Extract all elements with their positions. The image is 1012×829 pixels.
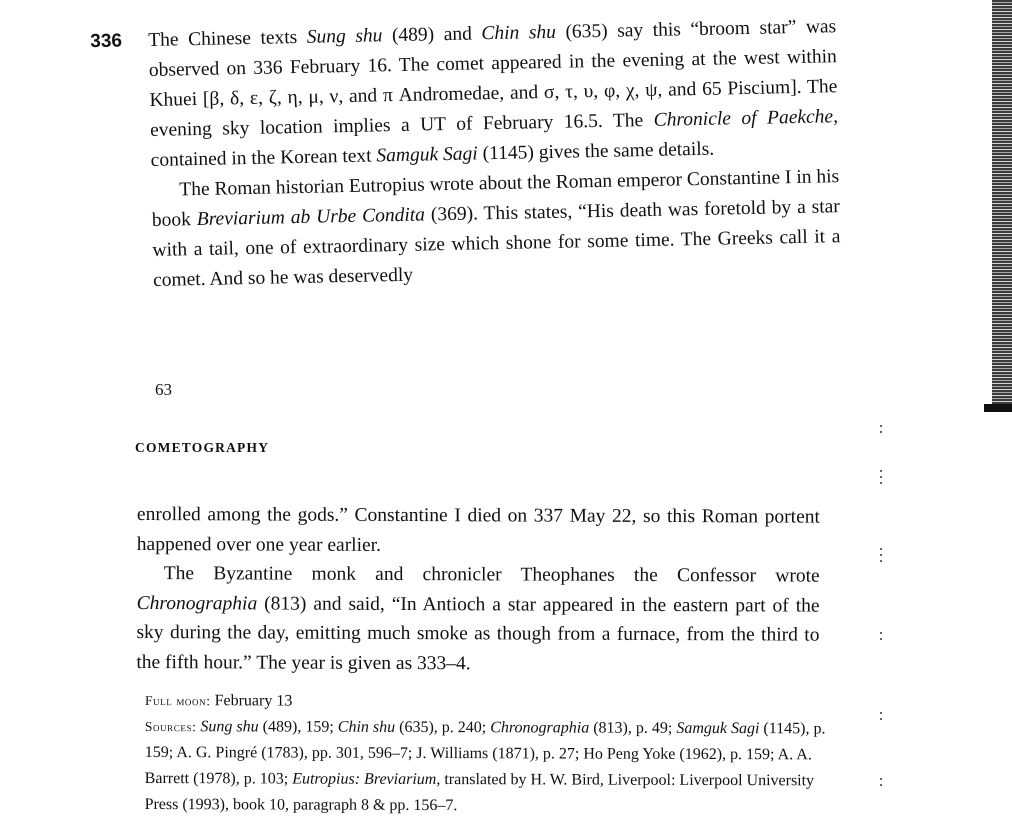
text-run: (489) and [382, 23, 482, 47]
margin-speckle [880, 712, 883, 724]
italic-title: Breviarium ab Urbe Condita [196, 204, 426, 231]
italic-title: Chronographia [490, 719, 590, 737]
sources-label: Sources: [144, 718, 197, 735]
italic-title: Chronographia [136, 592, 258, 614]
margin-speckle [880, 470, 883, 488]
italic-title: Sung shu [200, 718, 259, 736]
text-run: (813) and said, “In Antioch a star appeared in the eastern part of the sky during the day, emitting much smoke as though from a furnace, from the third to the fifth hour.” The year is given as 333–4. [136, 592, 820, 674]
paragraph-chinese-records [148, 12, 839, 176]
italic-title: Samguk Sagi [676, 719, 760, 738]
paragraph-eutropius [151, 162, 841, 296]
italic-title: Chronicle of Paekche [653, 106, 834, 131]
text-run: (1145), p. 159; A. G. Pingré (1783), pp. 301, 596–7; J. Williams (1871), p. 27; Ho Peng Yoke (1962), p. 159; A. A. Barrett (1978), p. 103; [144, 720, 826, 788]
margin-speckle [880, 425, 883, 437]
paragraph-continuation [137, 500, 820, 562]
text-run: enrolled among the gods.” Constantine I died on 337 May 22, so this Roman portent happened over one year earlier. [136, 503, 820, 556]
margin-speckle [880, 548, 883, 566]
page-number: 63 [155, 380, 172, 399]
sources-text [145, 718, 826, 814]
text-run: The Chinese texts [148, 26, 308, 51]
italic-title: Samguk Sagi [376, 143, 478, 167]
italic-title: Eutropius: Breviarium [292, 770, 437, 789]
text-run: The Byzantine monk and chronicler Theophanes the Confessor wrote [163, 563, 820, 587]
italic-title: Chin shu [481, 21, 557, 45]
text-run: , contained in the Korean text [150, 106, 839, 171]
italic-title: Sung shu [306, 25, 383, 48]
full-moon-label: Full moon: [144, 693, 211, 709]
text-run: (635), p. 240; [395, 718, 491, 737]
lower-page-text [136, 500, 820, 680]
upper-page-text [90, 12, 841, 296]
text-run: (813), p. 49; [589, 719, 677, 737]
full-moon-note [145, 688, 827, 716]
scan-binding-edge [992, 0, 1012, 410]
text-run: The Roman historian Eutropius wrote about the Roman emperor Constantine I in his book [151, 166, 840, 231]
paragraph-theophanes [136, 559, 819, 680]
scan-edge-mark [984, 404, 1012, 412]
sources-note [145, 714, 827, 820]
notes-block [145, 688, 827, 820]
margin-speckle [880, 778, 883, 790]
running-head: COMETOGRAPHY [135, 440, 270, 455]
text-run: , translated by H. W. Bird, Liverpool: Liverpool University Press (1993), book 10, paragraph 8 & pp. 156–7. [144, 771, 815, 815]
text-run: (369). This states, “His death was foretold by a star with a tail, one of extraordinary size which shone for some time. The Greeks call it a comet. And so he was deservedly [152, 196, 841, 291]
margin-speckle [880, 632, 883, 644]
entry-year-number: 336 [90, 30, 123, 53]
text-run: (635) say this “broom star” was observed on 336 February 16. The comet appeared in the evening at the west within Khuei [β, δ, ε, ζ, η, μ, ν, and π Andromedae, and σ, τ, υ, φ, χ, ψ, and 65 Piscium]. The evening sky location implies a UT of February 16.5. The [148, 16, 838, 141]
text-run: (489), 159; [258, 718, 338, 736]
full-moon-value: February 13 [210, 692, 293, 710]
italic-title: Chin shu [337, 718, 396, 736]
text-run: (1145) gives the same details. [477, 138, 715, 165]
